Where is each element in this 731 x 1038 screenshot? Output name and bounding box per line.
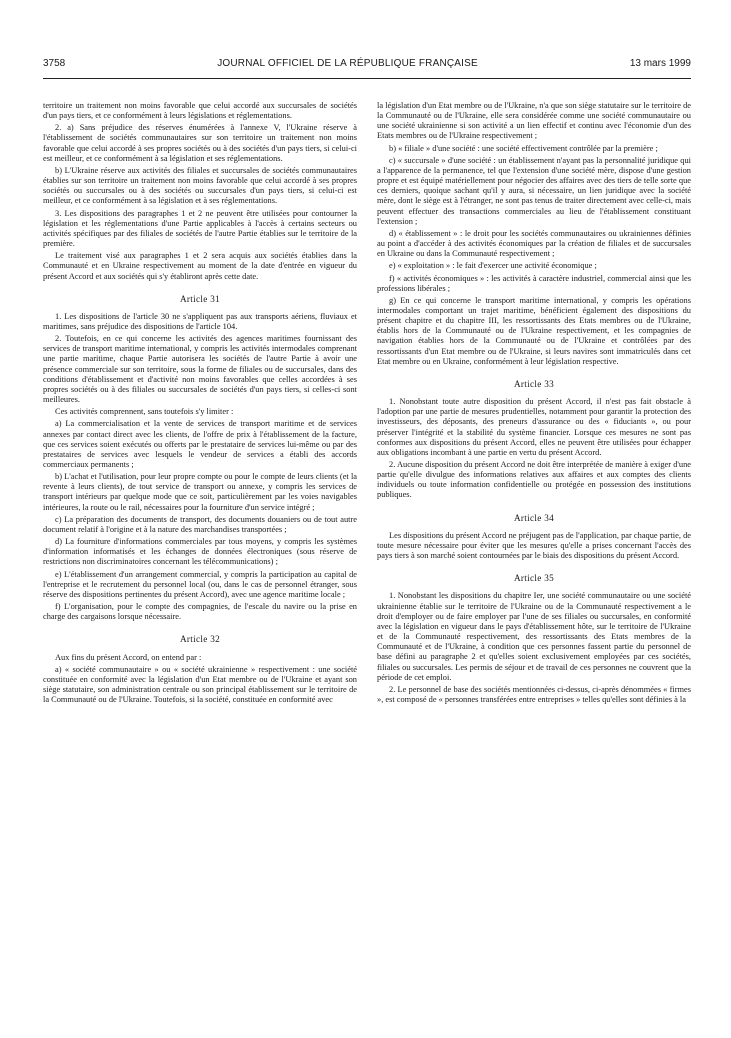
- article-heading: Article 31: [180, 293, 220, 304]
- text-columns: [43, 101, 691, 707]
- left-column: [43, 101, 357, 707]
- article-heading: Article 33: [514, 378, 554, 389]
- paragraph: territoire un traitement non moins favorable que celui accordé aux succursales de sociétés d'un pays tiers, et ce conformément à leurs législations et réglementations.: [43, 101, 357, 121]
- page-header: [43, 48, 691, 79]
- article-heading: Article 34: [514, 512, 554, 523]
- paragraph: e) L'établissement d'un arrangement commercial, y compris la participation au capital de l'entreprise et le recrutement du personnel local (ou, dans le cas de personnel étranger, sous réserve des dispositions pertinentes du présent Accord), avec une agence maritime locale ;: [43, 569, 357, 599]
- paragraph: 2. Aucune disposition du présent Accord ne doit être interprétée de manière à exiger d'une partie qu'elle divulgue des informations relatives aux affaires et aux comptes des clients individuels ou toute information confidentielle ou protégée en possession des institutions publiques.: [377, 460, 691, 500]
- paragraph: f) « activités économiques » : les activités à caractère industriel, commercial ainsi que les professions libérales ;: [377, 273, 691, 293]
- paragraph: d) La fourniture d'informations commerciales par tous moyens, y compris les systèmes d'information informatisés et les échanges de données électroniques (sous réserve de restrictions non discriminatoires concernant les télécommunications) ;: [43, 537, 357, 567]
- document-page: [0, 48, 731, 1038]
- paragraph: 2. Le personnel de base des sociétés mentionnées ci-dessus, ci-après dénommées « firmes », est composé de « personnes transférées entre entreprises » telles qu'elles sont définies à la: [377, 684, 691, 704]
- paragraph: 2. a) Sans préjudice des réserves énumérées à l'annexe V, l'Ukraine réserve à l'établissement de sociétés communautaires sur son territoire un traitement non moins favorable que celui accordé à ses propres sociétés ou à des sociétés d'un pays tiers, si celui-ci est meilleur, et ce conformément à sa législation et ses réglementations.: [43, 123, 357, 163]
- paragraph: b) « filiale » d'une société : une société effectivement contrôlée par la première ;: [389, 143, 658, 153]
- page-number: 3758: [43, 57, 66, 69]
- article-heading: Article 32: [180, 634, 220, 645]
- paragraph: Aux fins du présent Accord, on entend par :: [55, 652, 202, 662]
- article-heading: Article 35: [514, 573, 554, 584]
- paragraph: f) L'organisation, pour le compte des compagnies, de l'escale du navire ou la prise en charge des cargaisons lorsque nécessaire.: [43, 602, 357, 622]
- paragraph: 1. Nonobstant toute autre disposition du présent Accord, il n'est pas fait obstacle à l'adoption par une partie de mesures prudentielles, notamment pour garantir la protection des investisseurs, des déposants, des preneurs d'assurance ou des « fiduciants », ou pour préserver l'intégrité et la stabilité du système financier. Lorsque ces mesures ne sont pas conformes aux dispositions du présent Accord, elles ne peuvent être utilisées pour échapper aux obligations incombant à une partie en vertu du présent Accord.: [377, 397, 691, 457]
- paragraph: 2. Toutefois, en ce qui concerne les activités des agences maritimes fournissant des services de transport maritime international, y compris les activités intermodales comprenant une partie maritime, chaque Partie autorisera les sociétés de l'autre Partie à avoir une présence commerciale sur son territoire, sous la forme de filiales ou de succursales, dans des conditions d'établissement et d'activité non moins favorables que celles accordées à ses propres sociétés ou à des filiales ou succursales de sociétés d'un pays tiers, si celles-ci sont meilleures.: [43, 334, 357, 405]
- paragraph: 3. Les dispositions des paragraphes 1 et 2 ne peuvent être utilisées pour contourner la législation et les réglementations d'une Partie applicables à l'accès à certains secteurs ou activités spécifiques par des filiales de sociétés de l'autre Partie établies sur le territoire de la première.: [43, 208, 357, 249]
- paragraph: a) « société communautaire » ou « société ukrainienne » respectivement : une société constituée en conformité avec la législation d'un Etat membre ou de l'Ukraine et ayant son siège statutaire, son administration centrale ou son principal établissement sur le territoire de la Communauté ou de l'Ukraine. Toutefois, si la société, constituée en conformité avec: [43, 664, 357, 705]
- paragraph: 1. Nonobstant les dispositions du chapitre Ier, une société communautaire ou une société ukrainienne établie sur le territoire de l'Ukraine ou de la Communauté respectivement a le droit d'employer ou de faire employer par l'une de ses filiales ou succursales, en conformité avec la législation en vigueur dans le pays d'établissement hôte, sur le territoire de l'Ukraine et de la Communauté respectivement, des ressortissants des Etats membres de la Communauté et de l'Ukraine, à condition que ces personnes fassent partie du personnel de base défini au paragraphe 2 et qu'elles soient exclusivement employées par ces sociétés, filiales ou succursales. Les permis de séjour et de travail de ces personnes ne couvrent que la période de cet emploi.: [377, 591, 691, 682]
- paragraph: Ces activités comprennent, sans toutefois s'y limiter :: [55, 407, 234, 417]
- paragraph: Les dispositions du présent Accord ne préjugent pas de l'application, par chaque partie, de toute mesure nécessaire pour éviter que les mesures qu'elle a prises concernant l'accès des pays tiers à son marché soient contournées par le biais des dispositions du présent Accord.: [377, 530, 691, 561]
- paragraph: e) « exploitation » : le fait d'exercer une activité économique ;: [389, 261, 597, 271]
- paragraph: la législation d'un Etat membre ou de l'Ukraine, n'a que son siège statutaire sur le territoire de la Communauté ou de l'Ukraine, elle sera considérée comme une société communautaire ou une société ukrainienne si son activité a un lien effectif et continu avec l'économie d'un des Etats membres ou de l'Ukraine respectivement ;: [377, 101, 691, 141]
- publication-date: 13 mars 1999: [629, 57, 691, 69]
- right-column: [377, 101, 691, 707]
- journal-title: JOURNAL OFFICIEL DE LA RÉPUBLIQUE FRANÇAISE: [217, 57, 478, 69]
- paragraph: b) L'Ukraine réserve aux activités des filiales et succursales de sociétés communautaires établies sur son territoire un traitement non moins favorable que celui accordé à ses propres sociétés ou succursales ou à des sociétés ou succursales d'un pays tiers, si celui-ci est meilleur, et ce conformément à sa législation et à ses réglementations.: [43, 165, 357, 206]
- paragraph: b) L'achat et l'utilisation, pour leur propre compte ou pour le compte de leurs clients (et la revente à leurs clients), de tout service de transport ou annexe, y compris les services de transport intérieurs par quelque mode que ce soit, particulièrement par les voies navigables intérieures, la route ou le rail, nécessaires pour la fourniture d'un service intégré ;: [43, 472, 357, 512]
- paragraph: 1. Les dispositions de l'article 30 ne s'appliquent pas aux transports aériens, fluviaux et maritimes, sans préjudice des dispositions de l'article 104.: [43, 311, 357, 331]
- paragraph: g) En ce qui concerne le transport maritime international, y compris les opérations intermodales comportant un trajet maritime, bénéficient également des dispositions du présent chapitre et du chapitre III, les ressortissants des Etats membres ou de l'Ukraine, établis hors de la Communauté ou de l'Ukraine respectivement, et les compagnies de navigation établies hors de la Communauté ou de l'Ukraine et contrôlées par des ressortissants d'un Etat membre ou de l'Ukraine, si leurs navires sont immatriculés dans cet Etat membre ou en Ukraine, conformément à leur législation respective.: [377, 295, 691, 366]
- paragraph: d) « établissement » : le droit pour les sociétés communautaires ou ukrainiennes définies au point a d'accéder à des activités économiques par la création de filiales et de succursales en Ukraine ou dans la Communauté respectivement ;: [377, 228, 691, 259]
- paragraph: a) La commercialisation et la vente de services de transport maritime et de services annexes par contact direct avec les clients, de l'offre de prix à l'établissement de la facture, que ces services soient exécutés ou offerts par le prestataire de services lui-même ou par des prestataires de services avec lesquels le vendeur de services a établi des accords commerciaux permanents ;: [43, 419, 357, 469]
- paragraph: c) « succursale » d'une société : un établissement n'ayant pas la personnalité juridique qui a l'apparence de la permanence, tel que l'extension d'une société mère, dispose d'une gestion propre et est équipé matériellement pour négocier des affaires avec des tiers de telle sorte que ces derniers, quoique sachant qu'il y aura, si nécessaire, un lien juridique avec la société mère, dont le siège est à l'étranger, ne sont pas tenus de traiter directement avec celle-ci, mais peuvent effectuer des transactions commerciales au lieu de l'établissement constituant l'extension ;: [377, 155, 691, 226]
- paragraph: c) La préparation des documents de transport, des documents douaniers ou de tout autre document relatif à l'origine et à la nature des marchandises transportées ;: [43, 514, 357, 534]
- paragraph: Le traitement visé aux paragraphes 1 et 2 sera acquis aux sociétés établies dans la Communauté et en Ukraine respectivement au moment de la date d'entrée en vigueur du présent Accord et aux sociétés qui s'y établiront après cette date.: [43, 251, 357, 281]
